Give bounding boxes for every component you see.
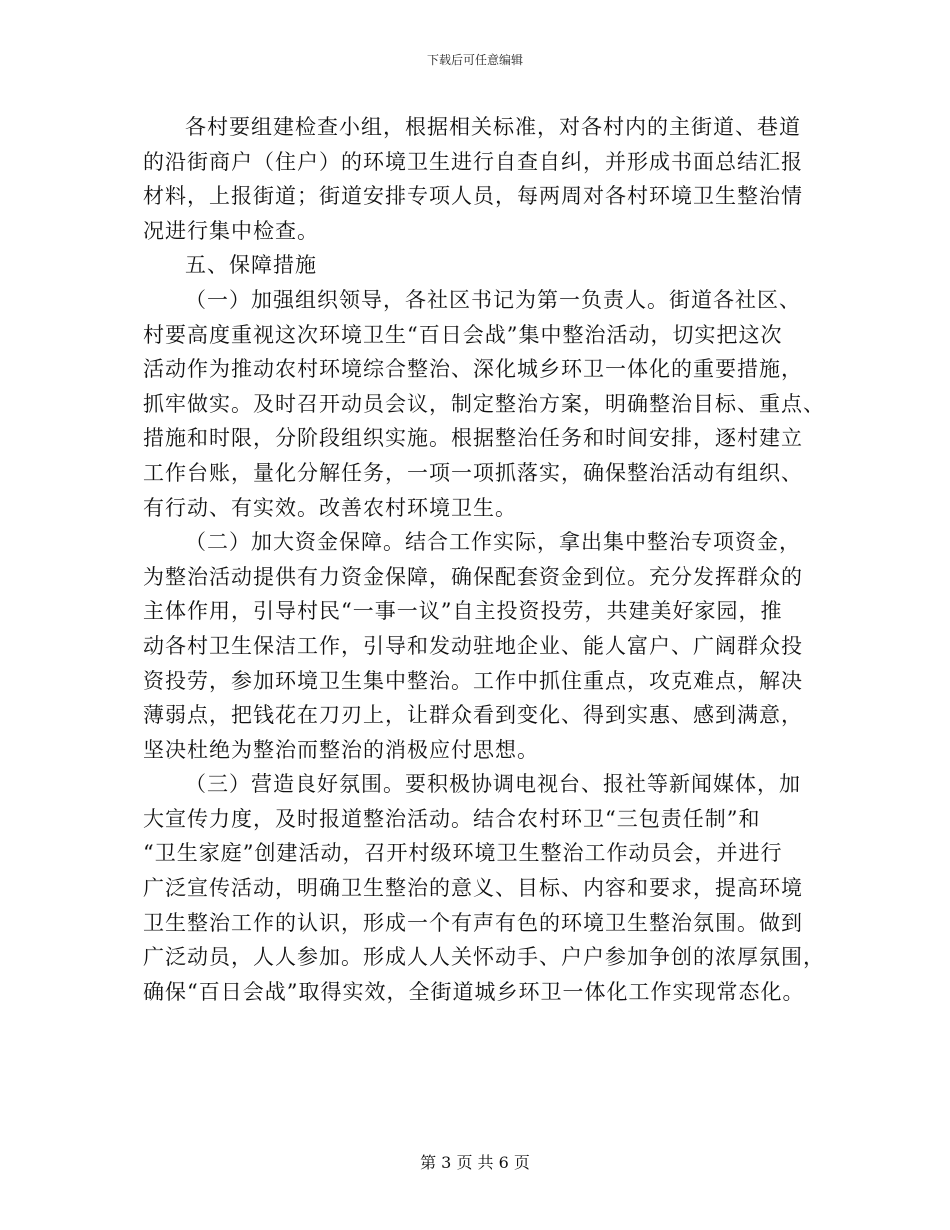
body-line: 广泛动员，人人参加。形成人人关怀动手、户户参加争创的浓厚氛围， bbox=[143, 945, 825, 970]
body-line: 动各村卫生保洁工作，引导和发动驻地企业、能人富户、广阔群众投 bbox=[143, 633, 803, 658]
body-line: 抓牢做实。及时召开动员会议，制定整治方案，明确整治目标、重点、 bbox=[143, 391, 825, 416]
body-line: （一）加强组织领导，各社区书记为第一负责人。街道各社区、 bbox=[185, 287, 801, 312]
body-line: 主体作用，引导村民“一事一议”自主投资投劳，共建美好家园，推 bbox=[143, 599, 783, 624]
body-line: 活动作为推动农村环境综合整治、深化城乡环卫一体化的重要措施， bbox=[143, 357, 803, 382]
body-line: 况进行集中检查。 bbox=[143, 218, 319, 243]
body-line: 卫生整治工作的认识，形成一个有声有色的环境卫生整治氛围。做到 bbox=[143, 910, 803, 935]
body-line: 有行动、有实效。改善农村环境卫生。 bbox=[143, 495, 517, 520]
body-line: 各村要组建检查小组，根据相关标准，对各村内的主街道、巷道 bbox=[185, 115, 801, 139]
document-body bbox=[143, 110, 825, 1009]
body-line: 广泛宣传活动，明确卫生整治的意义、目标、内容和要求，提高环境 bbox=[143, 876, 803, 901]
body-line: 的沿街商户（住户）的环境卫生进行自查自纠，并形成书面总结汇报 bbox=[143, 149, 803, 174]
body-line: 大宣传力度，及时报道整治活动。结合农村环卫“三包责任制”和 bbox=[143, 806, 761, 831]
section-heading: 五、保障措施 bbox=[185, 253, 317, 278]
body-line: 薄弱点，把钱花在刀刃上，让群众看到变化、得到实惠、感到满意， bbox=[143, 703, 803, 728]
body-line: 确保“百日会战”取得实效，全街道城乡环卫一体化工作实现常态化。 bbox=[143, 979, 805, 1004]
body-line: 村要高度重视这次环境卫生“百日会战”集中整治活动，切实把这次 bbox=[143, 322, 783, 347]
body-line: 资投劳，参加环境卫生集中整治。工作中抓住重点，攻克难点，解决 bbox=[143, 668, 803, 693]
page-number-footer: 第 3 页 共 6 页 bbox=[420, 1153, 530, 1172]
body-line: 材料，上报街道；街道安排专项人员，每两周对各村环境卫生整治情 bbox=[143, 184, 803, 209]
page-header: 下载后可任意编辑 bbox=[426, 53, 523, 67]
body-line: （三）营造良好氛围。要积极协调电视台、报社等新闻媒体，加 bbox=[185, 772, 801, 797]
body-line: 工作台账，量化分解任务，一项一项抓落实，确保整治活动有组织、 bbox=[143, 460, 803, 485]
body-line: （二）加大资金保障。结合工作实际，拿出集中整治专项资金， bbox=[185, 530, 801, 555]
body-line: 措施和时限，分阶段组织实施。根据整治任务和时间安排，逐村建立 bbox=[143, 426, 803, 451]
body-line: 坚决杜绝为整治而整治的消极应付思想。 bbox=[143, 737, 539, 762]
body-line: 为整治活动提供有力资金保障，确保配套资金到位。充分发挥群众的 bbox=[143, 564, 803, 589]
body-line: “卫生家庭”创建活动，召开村级环境卫生整治工作动员会，并进行 bbox=[143, 841, 783, 866]
